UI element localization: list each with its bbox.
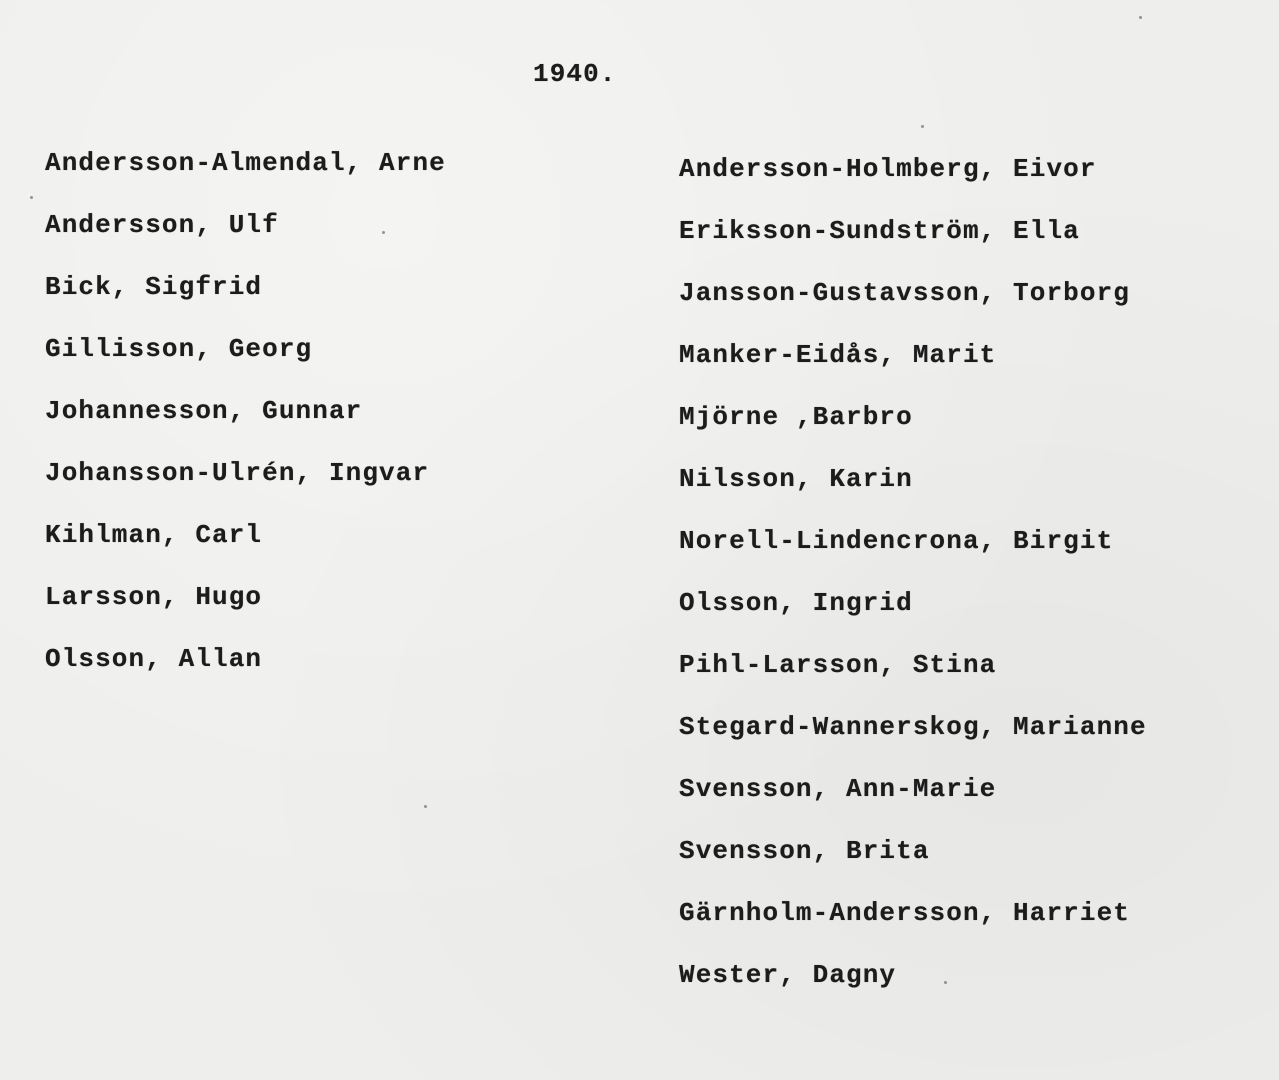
list-item: Norell-Lindencrona, Birgit xyxy=(679,526,1114,556)
list-item: Stegard-Wannerskog, Marianne xyxy=(679,712,1147,742)
list-item: Svensson, Brita xyxy=(679,836,930,866)
list-item: Wester, Dagny xyxy=(679,960,897,990)
list-item: Olsson, Ingrid xyxy=(679,588,913,618)
list-item: Mjörne ,Barbro xyxy=(679,402,913,432)
paper-speck xyxy=(30,196,33,199)
year-heading: 1940. xyxy=(533,59,617,89)
list-item: Eriksson-Sundström, Ella xyxy=(679,216,1080,246)
list-item: Olsson, Allan xyxy=(45,644,263,674)
list-item: Kihlman, Carl xyxy=(45,520,263,550)
list-item: Pihl-Larsson, Stina xyxy=(679,650,997,680)
list-item: Andersson-Holmberg, Eivor xyxy=(679,154,1097,184)
list-item: Larsson, Hugo xyxy=(45,582,263,612)
list-item: Manker-Eidås, Marit xyxy=(679,340,997,370)
list-item: Nilsson, Karin xyxy=(679,464,913,494)
paper-speck xyxy=(921,125,924,128)
list-item: Andersson, Ulf xyxy=(45,210,279,240)
paper-speck xyxy=(424,805,427,808)
list-item: Johannesson, Gunnar xyxy=(45,396,363,426)
list-item: Jansson-Gustavsson, Torborg xyxy=(679,278,1130,308)
list-item: Svensson, Ann-Marie xyxy=(679,774,997,804)
list-item: Gärnholm-Andersson, Harriet xyxy=(679,898,1130,928)
paper-speck xyxy=(382,231,385,234)
list-item: Gillisson, Georg xyxy=(45,334,313,364)
paper-speck xyxy=(1139,16,1142,19)
list-item: Bick, Sigfrid xyxy=(45,272,263,302)
paper-speck xyxy=(944,981,947,984)
list-item: Johansson-Ulrén, Ingvar xyxy=(45,458,430,488)
list-item: Andersson-Almendal, Arne xyxy=(45,148,446,178)
